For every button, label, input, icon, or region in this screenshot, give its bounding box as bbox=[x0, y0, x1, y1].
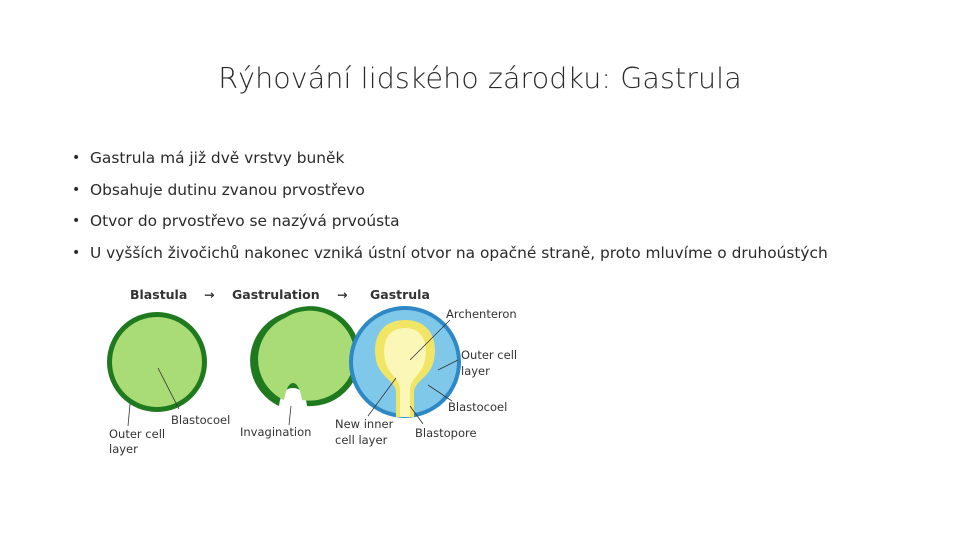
bullet-icon: • bbox=[72, 150, 81, 166]
bullet-icon: • bbox=[72, 213, 81, 229]
label-outer-cell-g-line2: layer bbox=[461, 364, 490, 378]
bullet-item bbox=[72, 209, 828, 241]
label-outer-cell-line1: Outer cell bbox=[109, 427, 166, 441]
leader-outer-cell bbox=[128, 404, 130, 426]
stage-label-gastrulation: Gastrulation bbox=[232, 287, 320, 302]
stage-label-gastrula: Gastrula bbox=[370, 287, 430, 302]
bullet-item bbox=[72, 178, 828, 210]
leader-invagination bbox=[289, 406, 291, 425]
label-blastocoel: Blastocoel bbox=[171, 413, 231, 427]
bullet-list bbox=[72, 146, 828, 272]
label-blastocoel-g: Blastocoel bbox=[448, 400, 508, 414]
stage-label-blastula: Blastula bbox=[130, 287, 188, 302]
bullet-icon: • bbox=[72, 181, 81, 198]
arrow-1: → bbox=[204, 287, 215, 302]
blastula-blastocoel bbox=[112, 317, 202, 407]
label-new-inner-line2: cell layer bbox=[335, 433, 388, 447]
gastrulation-diagram bbox=[100, 280, 530, 465]
label-outer-cell-g-line1: Outer cell bbox=[461, 348, 518, 362]
bullet-text: Gastrula má již dvě vrstvy buněk bbox=[90, 149, 345, 167]
label-blastopore: Blastopore bbox=[415, 426, 477, 440]
bullet-text: Obsahuje dutinu zvanou prvostřevo bbox=[90, 180, 365, 199]
arrow-2: → bbox=[337, 287, 348, 302]
bullet-item bbox=[72, 241, 828, 273]
bullet-text: Otvor do prvostřevo se nazývá prvoústa bbox=[90, 212, 400, 230]
bullet-icon: • bbox=[72, 244, 81, 261]
label-new-inner-line1: New inner bbox=[335, 417, 394, 431]
label-archenteron: Archenteron bbox=[446, 307, 517, 321]
label-invagination: Invagination bbox=[240, 425, 312, 439]
label-outer-cell-line2: layer bbox=[109, 442, 138, 456]
slide-title: Rýhování lidského zárodku: Gastrula bbox=[218, 62, 742, 95]
bullet-text: U vyšších živočichů nakonec vzniká ústní otvor na opačné straně, proto mluvíme o druhoústých bbox=[90, 243, 828, 262]
bullet-item bbox=[72, 146, 828, 178]
